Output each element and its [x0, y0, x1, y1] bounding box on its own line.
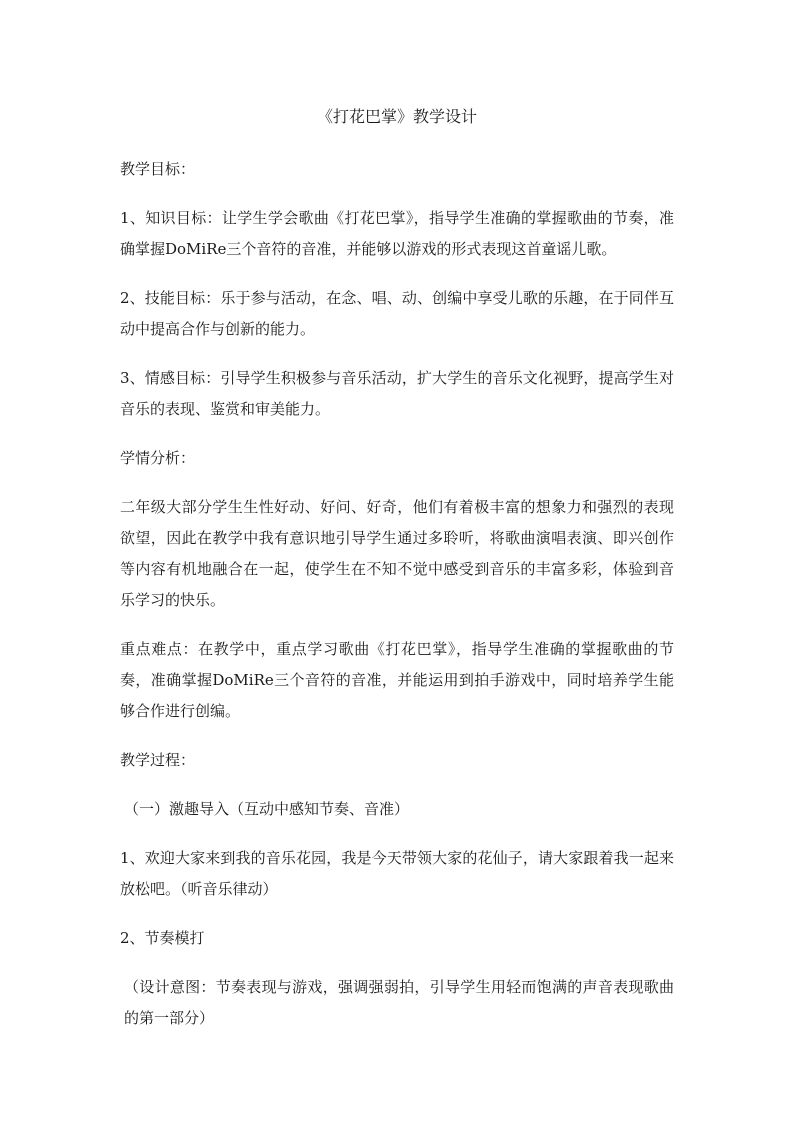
- goal-emotion: 3、情感目标：引导学生积极参与音乐活动，扩大学生的音乐文化视野，提高学生对音乐的表现、鉴赏和审美能力。: [120, 369, 674, 418]
- goal-knowledge: 1、知识目标：让学生学会歌曲《打花巴掌》，指导学生准确的掌握歌曲的节奏，准确掌握DoMiRe三个音符的音准，并能够以游戏的形式表现这首童谣儿歌。: [120, 209, 674, 258]
- analysis-heading: 学情分析：: [120, 449, 196, 467]
- process-heading: 教学过程：: [120, 751, 196, 769]
- document-title: 《打花巴掌》教学设计: [316, 107, 477, 126]
- step1-item-rhythm: 2、节奏模打: [120, 929, 205, 947]
- key-points-paragraph: 重点难点：在教学中，重点学习歌曲《打花巴掌》，指导学生准确的掌握歌曲的节奏，准确掌握DoMiRe三个音符的音准，并能运用到拍手游戏中，同时培养学生能够合作进行创编。: [120, 640, 674, 720]
- design-intent-paragraph: （设计意图：节奏表现与游戏，强调强弱拍，引导学生用轻而饱满的声音表现歌曲的第一部分）: [124, 978, 674, 1027]
- goal-skill: 2、技能目标：乐于参与活动，在念、唱、动、创编中享受儿歌的乐趣，在于同伴互动中提高合作与创新的能力。: [120, 289, 674, 338]
- goals-heading: 教学目标：: [120, 160, 196, 178]
- step1-item-welcome: 1、欢迎大家来到我的音乐花园，我是今天带领大家的花仙子，请大家跟着我一起来放松吧。（听音乐律动）: [120, 849, 674, 898]
- document-body: [120, 102, 674, 1052]
- analysis-paragraph: 二年级大部分学生生性好动、好问、好奇，他们有着极丰富的想象力和强烈的表现欲望，因此在教学中我有意识地引导学生通过多聆听，将歌曲演唱表演、即兴创作等内容有机地融合在一起，使学生在不知不觉中感受到音乐的丰富多彩，体验到音乐学习的快乐。: [120, 498, 674, 609]
- step1-heading: （一）激趣导入（互动中感知节奏、音准）: [124, 800, 410, 818]
